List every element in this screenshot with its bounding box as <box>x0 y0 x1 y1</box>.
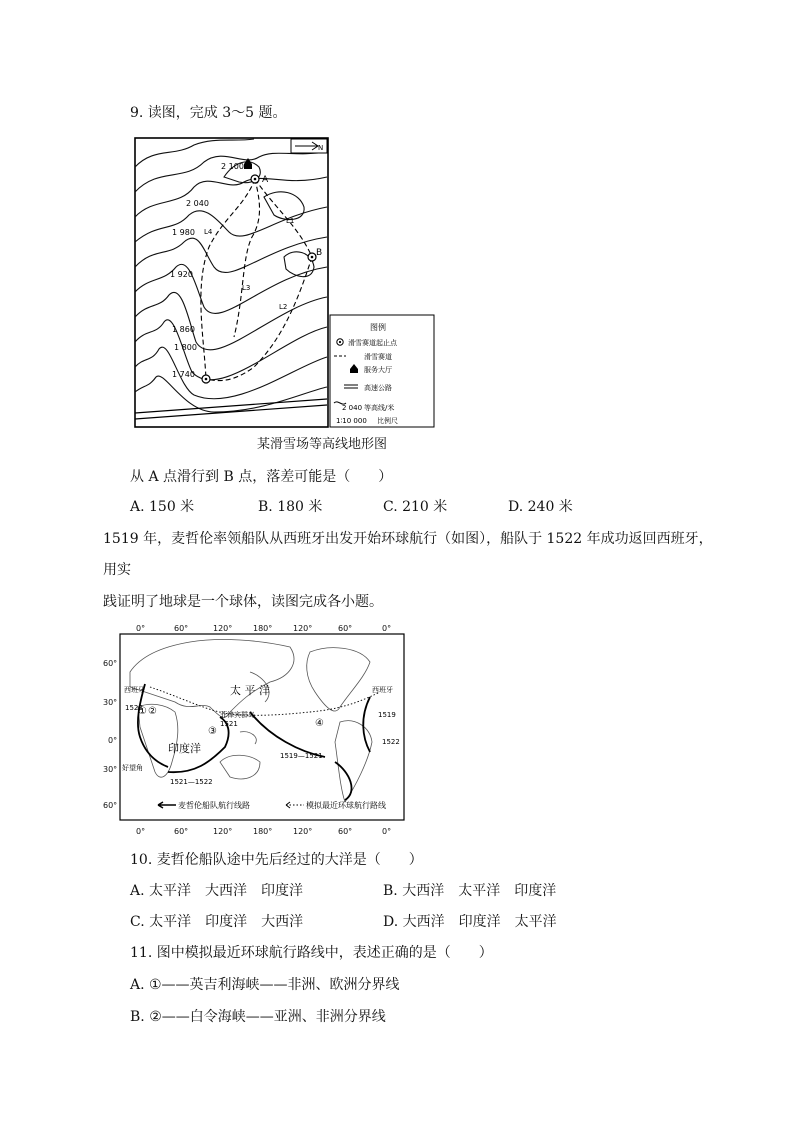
label-circle-4: ④ <box>315 718 324 729</box>
legend-item-contour: 等高线/米 <box>364 404 395 412</box>
legend-item-highway: 高速公路 <box>364 384 392 392</box>
contour-label-1800: 1 800 <box>174 343 197 352</box>
bottom-lon-5: 60° <box>338 827 353 836</box>
q9-option-d: D. 240 米 <box>508 499 573 515</box>
q11-option-a: A. ①——英吉利海峡——非洲、欧洲分界线 <box>130 977 400 993</box>
legend-item-hall: 服务大厅 <box>364 366 392 374</box>
contour-label-2100: 2 100 <box>221 162 244 171</box>
label-spain-right: 西班牙 <box>372 686 393 694</box>
label-1521: 1521 <box>220 720 238 728</box>
contour-map <box>134 137 438 430</box>
label-1519-1521: 1519—1521 <box>280 752 323 760</box>
label-pacific: 太 平 洋 <box>230 684 270 697</box>
legend-scale-sample: 1∶10 000 <box>336 417 367 425</box>
q9-option-a: A. 150 米 <box>130 499 195 515</box>
lat-60n: 60° <box>103 659 118 668</box>
q10-option-d: D. 大西洋 印度洋 太平洋 <box>383 914 557 930</box>
bottom-lon-3: 180° <box>253 827 273 836</box>
contour-label-1980: 1 980 <box>172 228 195 237</box>
contour-map-legend <box>330 315 434 427</box>
top-lon-6: 0° <box>382 624 392 633</box>
legend-item-start-end: 滑雪赛道起止点 <box>348 339 397 347</box>
q9-intro: 9. 读图，完成 3～5 题。 <box>130 105 287 121</box>
contour-label-1920: 1 920 <box>170 270 193 279</box>
magellan-world-map <box>100 622 420 838</box>
passage-line-2: 用实 <box>103 562 131 578</box>
top-lon-3: 180° <box>253 624 273 633</box>
point-a-label: A <box>262 175 269 185</box>
lat-60s: 60° <box>103 801 118 810</box>
contour-map-figure <box>134 137 438 430</box>
world-map-svg <box>100 622 420 838</box>
label-1519: 1519 <box>378 711 396 719</box>
label-spain-left: 西班牙 <box>124 686 145 694</box>
north-label: N <box>318 144 324 152</box>
q9-option-c: C. 210 米 <box>383 499 448 515</box>
label-circle-3: ③ <box>208 726 217 737</box>
contour-label-1860: 1 860 <box>172 325 195 334</box>
q11-question: 11. 图中模拟最近环球航行路线中，表述正确的是（ ） <box>130 945 493 961</box>
bottom-lon-2: 120° <box>213 827 233 836</box>
legend-item-scale: 比例尺 <box>377 417 398 425</box>
label-cape-of-good-hope: 好望角 <box>122 764 143 772</box>
bottom-lon-1: 60° <box>174 827 189 836</box>
legend-contour-sample: 2 040 <box>342 404 363 412</box>
q9-option-b: B. 180 米 <box>258 499 323 515</box>
top-lon-2: 120° <box>213 624 233 633</box>
bottom-lon-0: 0° <box>136 827 146 836</box>
passage-line-1: 1519 年，麦哲伦率领船队从西班牙出发开始环球航行（如图），船队于 1522 年成功返回西班牙， <box>103 531 713 547</box>
passage-line-3: 践证明了地球是一个球体，读图完成各小题。 <box>103 594 383 610</box>
legend-item-track: 滑雪赛道 <box>364 353 392 361</box>
label-philippines: 菲律宾群岛 <box>220 711 255 719</box>
lat-30s: 30° <box>103 765 118 774</box>
legend-simulated-route: 模拟最近环球航行路线 <box>306 801 386 810</box>
route-l2-label: L2 <box>279 303 288 311</box>
q10-question: 10. 麦哲伦船队途中先后经过的大洋是（ ） <box>130 852 423 868</box>
label-1521-1522: 1521—1522 <box>170 778 213 786</box>
route-l1-label: L1 <box>286 217 295 225</box>
label-circle-1: ① <box>138 706 147 717</box>
bottom-lon-4: 120° <box>293 827 313 836</box>
q10-option-a: A. 太平洋 大西洋 印度洋 <box>130 883 304 899</box>
label-1522-right: 1522 <box>382 738 400 746</box>
q10-option-b: B. 大西洋 太平洋 印度洋 <box>383 883 557 899</box>
top-lon-0: 0° <box>136 624 146 633</box>
contour-label-1740: 1 740 <box>172 370 195 379</box>
top-lon-4: 120° <box>293 624 313 633</box>
legend-title: 图例 <box>370 323 386 332</box>
bottom-lon-6: 0° <box>382 827 392 836</box>
q9-question: 从 A 点滑行到 B 点，落差可能是（ ） <box>130 469 393 485</box>
contour-map-caption: 某滑雪场等高线地形图 <box>257 437 388 452</box>
q10-option-c: C. 太平洋 印度洋 大西洋 <box>130 914 304 930</box>
legend-magellan-route: 麦哲伦船队航行线路 <box>178 801 250 810</box>
q11-option-b: B. ②——白令海峡——亚洲、非洲分界线 <box>130 1009 386 1025</box>
top-lon-5: 60° <box>338 624 353 633</box>
label-circle-2: ② <box>148 706 157 717</box>
lat-0: 0° <box>108 736 118 745</box>
contour-label-2040: 2 040 <box>186 199 209 208</box>
point-b-label: B <box>316 248 323 258</box>
label-indian-ocean: 印度洋 <box>168 742 201 755</box>
top-lon-1: 60° <box>174 624 189 633</box>
lat-30n: 30° <box>103 698 118 707</box>
route-l4-label: L4 <box>204 228 213 236</box>
label-1522-left: 1522 <box>125 704 143 712</box>
route-l3-label: L3 <box>242 284 251 292</box>
